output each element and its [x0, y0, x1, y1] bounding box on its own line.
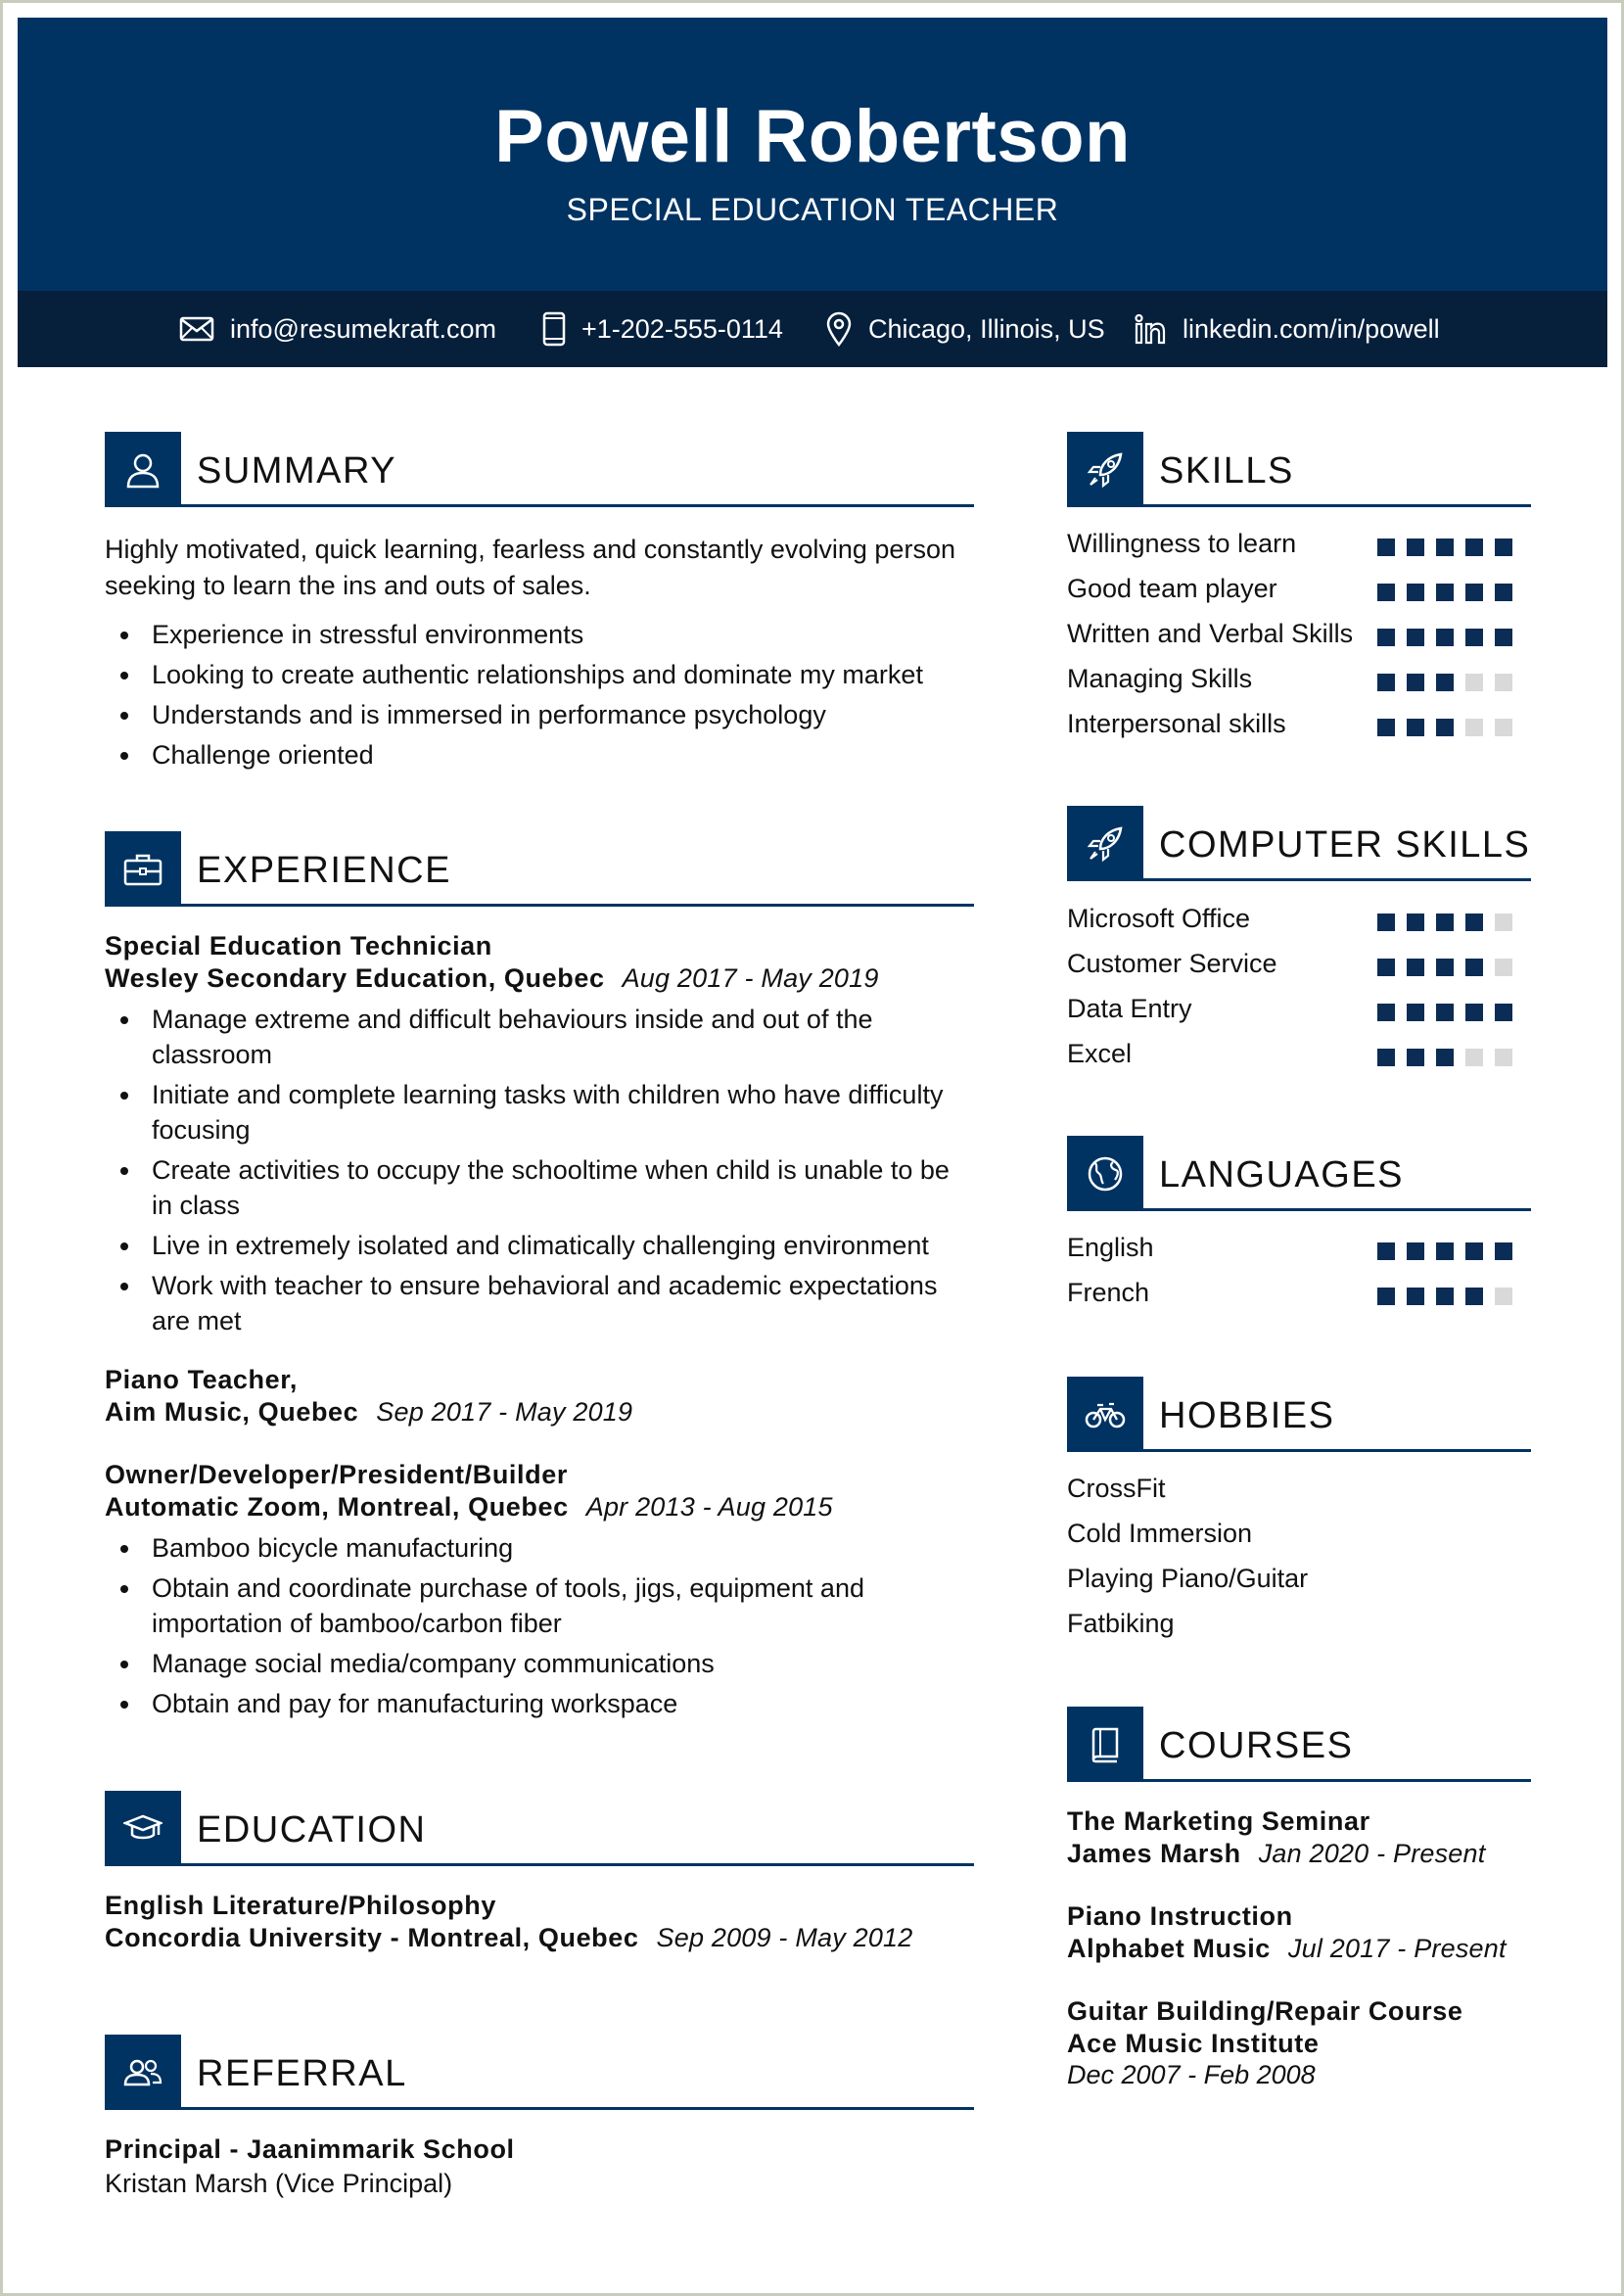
list-item: Challenge oriented: [105, 737, 976, 773]
contact-email[interactable]: [179, 291, 496, 367]
list-item: Initiate and complete learning tasks with children who have difficulty focusing: [105, 1077, 976, 1148]
rating-meter: [1377, 914, 1524, 931]
rating-meter: [1377, 1004, 1524, 1021]
rating-square-filled: [1465, 959, 1483, 976]
list-item: Obtain and pay for manufacturing workspace: [105, 1686, 976, 1721]
rating-square-filled: [1436, 629, 1454, 646]
rating-square-filled: [1377, 674, 1395, 691]
rating-meter: [1377, 674, 1524, 691]
rating-square-filled: [1407, 959, 1424, 976]
job-dates: Sep 2017 - May 2019: [376, 1397, 633, 1427]
rating-square-filled: [1436, 539, 1454, 556]
linkedin-text: linkedin.com/in/powell: [1183, 313, 1440, 344]
job-bullets: [105, 1530, 976, 1726]
list-item: Bamboo bicycle manufacturing: [105, 1530, 976, 1566]
rating-square-filled: [1407, 539, 1424, 556]
rating-label: Excel: [1067, 1039, 1133, 1068]
rating-row: [1067, 529, 1527, 568]
course-org: Alphabet Music Jul 2017 - Present: [1067, 1934, 1507, 1963]
rating-square-filled: [1407, 1004, 1424, 1021]
job-dates: Aug 2017 - May 2019: [622, 963, 879, 993]
rating-label: Microsoft Office: [1067, 904, 1251, 933]
rating-row: [1067, 709, 1527, 748]
rating-square-filled: [1465, 584, 1483, 601]
hobby-item: CrossFit: [1067, 1474, 1166, 1503]
list-item: Understands and is immersed in performance psychology: [105, 697, 976, 732]
list-item: Live in extremely isolated and climatically challenging environment: [105, 1228, 976, 1263]
location-pin-icon: [825, 311, 853, 347]
candidate-title: SPECIAL EDUCATION TEACHER: [566, 192, 1059, 227]
rating-row: [1067, 949, 1527, 988]
job-role: Owner/Developer/President/Builder: [105, 1460, 568, 1489]
job-role: Piano Teacher,: [105, 1365, 298, 1394]
rating-label: Data Entry: [1067, 994, 1192, 1023]
rating-square-filled: [1465, 1242, 1483, 1260]
contact-linkedin[interactable]: [1134, 291, 1440, 367]
job-org: Wesley Secondary Education, Quebec Aug 2017 - May 2019: [105, 963, 879, 993]
briefcase-icon: [105, 831, 181, 907]
rating-square-filled: [1465, 1004, 1483, 1021]
school: Concordia University - Montreal, Quebec Sep 2009 - May 2012: [105, 1923, 913, 1952]
list-item: Create activities to occupy the schooltime when child is unable to be in class: [105, 1152, 976, 1223]
rating-row: [1067, 994, 1527, 1033]
rating-square-filled: [1465, 914, 1483, 931]
computer-skills-heading: COMPUTER SKILLS: [1067, 806, 1531, 884]
rating-square-filled: [1377, 1242, 1395, 1260]
rating-square-filled: [1436, 959, 1454, 976]
rating-meter: [1377, 1242, 1524, 1260]
rating-square-empty: [1495, 719, 1512, 736]
degree: English Literature/Philosophy: [105, 1891, 496, 1920]
referral-title: Principal - Jaanimmarik School: [105, 2134, 515, 2164]
rating-square-filled: [1436, 584, 1454, 601]
rating-label: Written and Verbal Skills: [1067, 619, 1354, 648]
courses-heading: COURSES: [1067, 1707, 1531, 1785]
rating-square-filled: [1436, 1049, 1454, 1066]
course-name: Guitar Building/Repair Course: [1067, 1996, 1463, 2026]
users-icon: [105, 2035, 181, 2110]
rating-square-filled: [1436, 1288, 1454, 1305]
referral-name: Kristan Marsh (Vice Principal): [105, 2169, 453, 2198]
rating-row: [1067, 1278, 1527, 1317]
rating-label: Customer Service: [1067, 949, 1277, 978]
rating-row: [1067, 574, 1527, 613]
rating-square-empty: [1465, 719, 1483, 736]
education-heading: EDUCATION: [105, 1791, 974, 1869]
rating-label: French: [1067, 1278, 1150, 1307]
rating-row: [1067, 904, 1527, 943]
rating-square-filled: [1377, 1004, 1395, 1021]
rating-square-filled: [1495, 539, 1512, 556]
rating-label: Managing Skills: [1067, 664, 1253, 693]
rocket-icon: [1067, 806, 1143, 881]
rating-square-filled: [1436, 1242, 1454, 1260]
course-name: Piano Instruction: [1067, 1901, 1293, 1931]
job-role: Special Education Technician: [105, 931, 492, 961]
rating-label: Good team player: [1067, 574, 1277, 603]
rating-square-filled: [1436, 1004, 1454, 1021]
list-item: Manage social media/company communications: [105, 1646, 976, 1681]
contact-phone[interactable]: [542, 291, 783, 367]
rating-square-filled: [1377, 629, 1395, 646]
list-item: Looking to create authentic relationships and dominate my market: [105, 657, 976, 692]
summary-text: Highly motivated, quick learning, fearless and constantly evolving person seeking to learn the ins and outs of sales.: [105, 535, 955, 600]
rating-square-filled: [1407, 1242, 1424, 1260]
location-text: Chicago, Illinois, US: [868, 313, 1105, 344]
job-bullets: [105, 1002, 976, 1343]
rating-square-filled: [1436, 674, 1454, 691]
hobby-item: Fatbiking: [1067, 1609, 1175, 1638]
rating-square-filled: [1495, 1004, 1512, 1021]
phone-icon: [542, 311, 566, 347]
job-org: Aim Music, Quebec Sep 2017 - May 2019: [105, 1397, 633, 1427]
rating-square-filled: [1436, 719, 1454, 736]
header-banner: [18, 18, 1607, 291]
rating-meter: [1377, 959, 1524, 976]
linkedin-icon: [1134, 313, 1167, 345]
rating-square-empty: [1495, 914, 1512, 931]
bicycle-icon: [1067, 1377, 1143, 1452]
hobby-item: Cold Immersion: [1067, 1519, 1253, 1548]
rating-label: English: [1067, 1233, 1154, 1262]
rating-meter: [1377, 539, 1524, 556]
list-item: Experience in stressful environments: [105, 617, 976, 652]
rating-row: [1067, 619, 1527, 658]
education-dates: Sep 2009 - May 2012: [656, 1923, 913, 1952]
rating-square-filled: [1465, 1288, 1483, 1305]
envelope-icon: [179, 316, 214, 342]
course-dates: Jan 2020 - Present: [1258, 1839, 1486, 1868]
course-name: The Marketing Seminar: [1067, 1806, 1370, 1836]
rating-square-filled: [1407, 1288, 1424, 1305]
course-dates: Dec 2007 - Feb 2008: [1067, 2060, 1316, 2089]
rating-square-filled: [1377, 959, 1395, 976]
rating-square-filled: [1407, 584, 1424, 601]
rating-square-filled: [1495, 629, 1512, 646]
rating-label: Willingness to learn: [1067, 529, 1297, 558]
phone-text: +1-202-555-0114: [581, 313, 783, 344]
referral-heading: REFERRAL: [105, 2035, 974, 2113]
rating-meter: [1377, 1288, 1524, 1305]
rating-label: Interpersonal skills: [1067, 709, 1286, 738]
rating-square-empty: [1495, 959, 1512, 976]
course-dates: Jul 2017 - Present: [1287, 1934, 1507, 1963]
rating-square-filled: [1377, 914, 1395, 931]
rating-square-filled: [1465, 629, 1483, 646]
list-item: Work with teacher to ensure behavioral and academic expectations are met: [105, 1268, 976, 1338]
rating-meter: [1377, 629, 1524, 646]
list-item: Obtain and coordinate purchase of tools, jigs, equipment and importation of bamboo/carbon fiber: [105, 1570, 976, 1641]
rating-square-filled: [1377, 1288, 1395, 1305]
rating-square-filled: [1407, 914, 1424, 931]
user-icon: [105, 432, 181, 507]
rating-square-filled: [1407, 1049, 1424, 1066]
rating-meter: [1377, 584, 1524, 601]
list-item: Manage extreme and difficult behaviours inside and out of the classroom: [105, 1002, 976, 1072]
contact-location: [825, 291, 1105, 367]
book-icon: [1067, 1707, 1143, 1782]
summary-heading: SUMMARY: [105, 432, 974, 510]
rating-square-filled: [1377, 584, 1395, 601]
rocket-icon: [1067, 432, 1143, 507]
rating-square-empty: [1465, 674, 1483, 691]
summary-bullets: [105, 617, 976, 777]
rating-square-filled: [1407, 674, 1424, 691]
rating-square-filled: [1495, 584, 1512, 601]
rating-square-filled: [1377, 719, 1395, 736]
hobby-item: Playing Piano/Guitar: [1067, 1564, 1309, 1593]
globe-icon: [1067, 1136, 1143, 1211]
rating-row: [1067, 1039, 1527, 1078]
rating-square-filled: [1407, 629, 1424, 646]
email-text: info@resumekraft.com: [230, 313, 496, 344]
rating-square-filled: [1465, 539, 1483, 556]
hobbies-heading: HOBBIES: [1067, 1377, 1531, 1455]
candidate-name: Powell Robertson: [494, 95, 1131, 178]
graduation-cap-icon: [105, 1791, 181, 1866]
rating-meter: [1377, 1049, 1524, 1066]
rating-row: [1067, 664, 1527, 703]
rating-square-empty: [1495, 1049, 1512, 1066]
rating-square-empty: [1465, 1049, 1483, 1066]
rating-square-empty: [1495, 1288, 1512, 1305]
rating-square-filled: [1436, 914, 1454, 931]
job-org: Automatic Zoom, Montreal, Quebec Apr 2013 - Aug 2015: [105, 1492, 833, 1522]
rating-meter: [1377, 719, 1524, 736]
experience-heading: EXPERIENCE: [105, 831, 974, 910]
contact-bar: [18, 291, 1607, 367]
rating-row: [1067, 1233, 1527, 1272]
rating-square-filled: [1377, 539, 1395, 556]
course-org: James Marsh Jan 2020 - Present: [1067, 1839, 1486, 1868]
skills-heading: SKILLS: [1067, 432, 1531, 510]
rating-square-empty: [1495, 674, 1512, 691]
resume-page: [3, 3, 1621, 2293]
rating-square-filled: [1377, 1049, 1395, 1066]
languages-heading: LANGUAGES: [1067, 1136, 1531, 1214]
rating-square-filled: [1495, 1242, 1512, 1260]
job-dates: Apr 2013 - Aug 2015: [585, 1492, 833, 1522]
rating-square-filled: [1407, 719, 1424, 736]
course-org: Ace Music Institute: [1067, 2029, 1320, 2058]
